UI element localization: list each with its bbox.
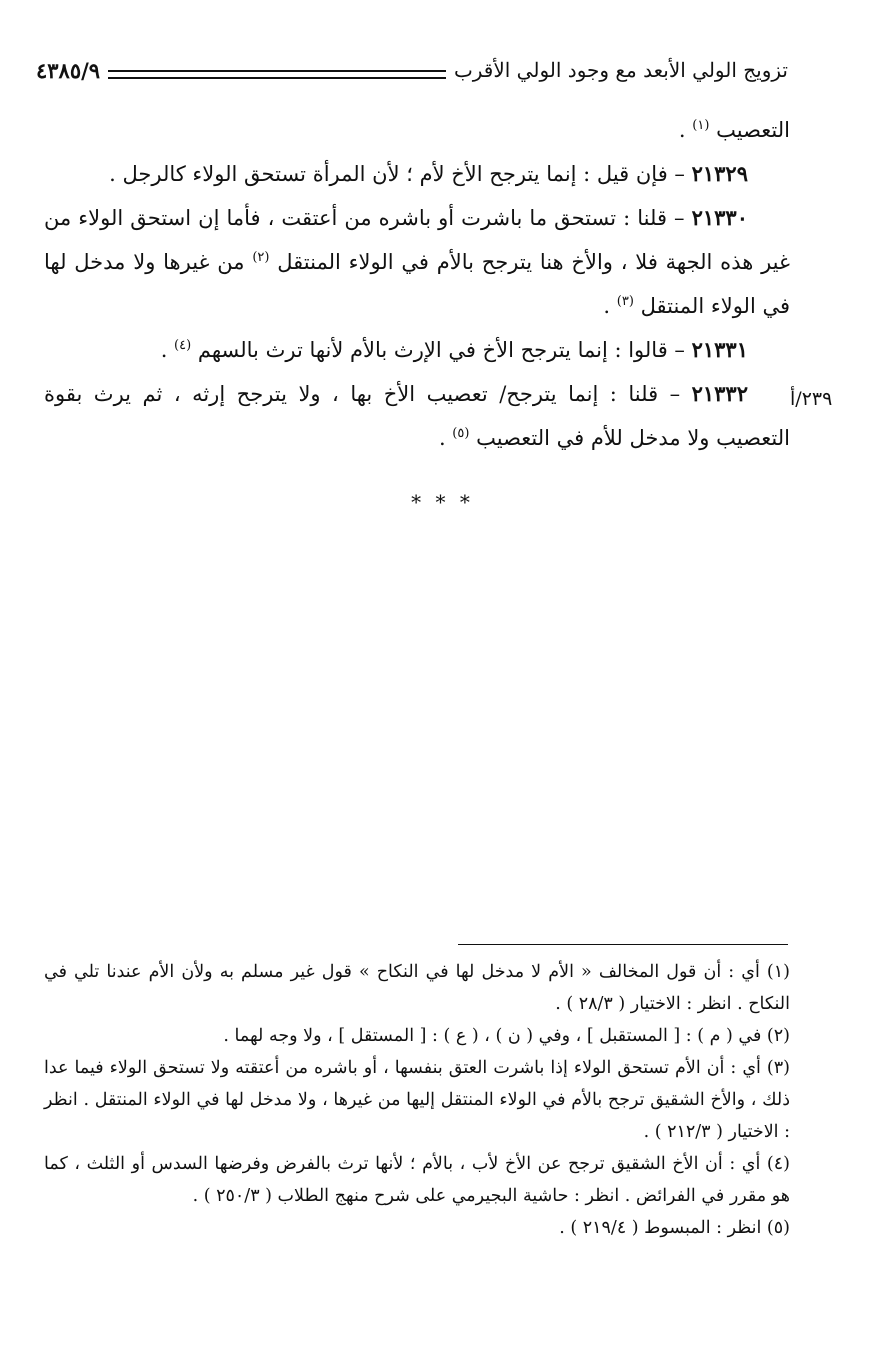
main-text (44, 108, 790, 460)
footnote: (٣) أي : أن الأم تستحق الولاء إذا باشرت العتق بنفسها ، أو باشره من أعتقته ولا تستحق الولاء فيما عدا ذلك ، والأخ الشقيق ترجح بالأم في الولاء المنتقل إليها من غيرها ، ولا مدخل لها في الولاء المنتقل . انظر : الاختيار ( ٢١٢/٣ ) . (44, 1058, 790, 1142)
issue-number: ٢١٣٣١ (691, 337, 748, 362)
paragraph-text: – قلنا : تستحق ما باشرت أو باشره من أعتقت ، فأما إن استحق الولاء من غير هذه الجهة فلا ، والأخ هنا يترجح بالأم في الولاء المنتقل (44, 206, 790, 274)
paragraph (44, 328, 790, 372)
paragraph-text: – فإن قيل : إنما يترجح الأخ لأم ؛ لأن المرأة تستحق الولاء كالرجل . (109, 162, 692, 186)
footnote: (٤) أي : أن الأخ الشقيق ترجح عن الأخ لأب ، بالأم ؛ لأنها ترث بالفرض وفرضها السدس أو الثلث ، كما هو مقرر في الفرائض . انظر : حاشية البجيرمي على شرح منهج الطلاب ( ٢٥٠/٣ ) . (44, 1154, 790, 1206)
page-header (36, 52, 788, 88)
paragraph (44, 372, 790, 460)
running-title: تزويج الولي الأبعد مع وجود الولي الأقرب (453, 58, 788, 82)
page-number: ٤٣٨٥/٩ (36, 57, 101, 83)
header-rule (108, 70, 446, 79)
paragraph (44, 108, 790, 152)
footnote: (٥) انظر : المبسوط ( ٢١٩/٤ ) . (559, 1218, 790, 1238)
issue-number: ٢١٣٣٠ (691, 205, 748, 230)
paragraph-text: التعصيب (716, 118, 790, 142)
paragraph-tail: . (438, 426, 453, 450)
section-divider: * * * (411, 490, 474, 514)
footnote-ref: (٥) (452, 426, 470, 441)
paragraph (44, 196, 790, 328)
paragraph-tail: . (678, 118, 686, 142)
footnote: (٢) في ( م ) : [ المستقبل ] ، وفي ( ن ) ، ( ع ) : [ المستقل ] ، ولا وجه لهما . (223, 1026, 790, 1046)
footnote-ref: (٣) (616, 294, 634, 309)
footnote: (١) أي : أن قول المخالف « الأم لا مدخل لها في النكاح » قول غير مسلم به ولأن الأم عندنا تلي في النكاح . انظر : الاختيار ( ٢٨/٣ ) . (44, 962, 790, 1014)
footnotes (44, 956, 790, 1244)
footnote-ref: (٢) (252, 250, 270, 265)
footnote-ref: (٤) (174, 338, 192, 353)
paragraph (44, 152, 790, 196)
footnote-ref: (١) (692, 118, 710, 133)
paragraph-text: – قالوا : إنما يترجح الأخ في الإرث بالأم لأنها ترث بالسهم (197, 338, 692, 362)
footnote-rule (458, 944, 788, 945)
paragraph-tail: . (160, 338, 175, 362)
paragraph-tail: . (603, 294, 617, 318)
margin-folio-note: ٢٣٩/أ (790, 388, 833, 410)
issue-number: ٢١٣٢٩ (691, 161, 748, 186)
paragraph-tail: من غيرها ولا مدخل لها في الولاء المنتقل (44, 250, 790, 318)
issue-number: ٢١٣٣٢ (691, 381, 748, 406)
paragraph-text: – قلنا : إنما يترجح/ تعصيب الأخ بها ، ولا يترجح إرثه ، ثم يرث بقوة التعصيب ولا مدخل للأم في التعصيب (44, 382, 790, 450)
